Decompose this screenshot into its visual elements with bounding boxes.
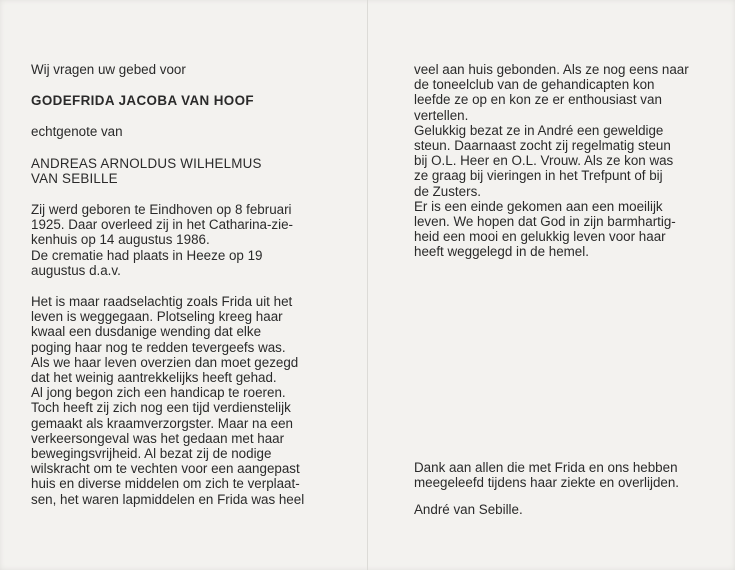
deceased-name: GODEFRIDA JACOBA VAN HOOF — [31, 93, 255, 109]
signature: André van Sebille. — [414, 502, 523, 518]
right-column — [414, 62, 704, 260]
closing-block — [414, 460, 714, 518]
life-story-paragraph: Het is maar raadselachtig zoals Frida uit het leven is weggegaan. Plotseling kreeg haar kwaal een dusdanige wending dat elke poging haar nog te redden tevergeefs was. Als we haar leven overzien dan moet gezegd dat het weinig aantrekkelijks heeft gehad. Al jong begon zich een handicap te roeren. Toch heeft zij zich nog een tijd verdienstelijk gemaakt als kraamverzorgster. Maar na een verkeersongeval was het gedaan met haar bewegingsvrijheid. Al bezat zij de nodige wilskracht om te vechten voor een aangepast huis en diverse middelen om zich te verplaat- sen, het waren lapmiddelen en Frida was heel — [31, 294, 305, 507]
spouse-intro: echtgenote van — [31, 124, 123, 140]
birth-death-paragraph: Zij werd geboren te Eindhoven op 8 februari 1925. Daar overleed zij in het Catharina-zie- kenhuis op 14 augustus 1986. De crematie had plaats in Heeze op 19 augustus d.a.v. — [31, 202, 294, 278]
thanks-paragraph: Dank aan allen die met Frida en ons hebben meegeleefd tijdens haar ziekte en overlijden. — [414, 460, 680, 491]
spouse-name: ANDREAS ARNOLDUS WILHELMUS VAN SEBILLE — [31, 155, 262, 186]
left-column — [31, 62, 338, 507]
life-story-continued: veel aan huis gebonden. Als ze nog eens naar de toneelclub van de gehandicapten kon leefde ze op en kon ze er enthousiast van vertellen. Gelukkig bezat ze in André een geweldige steun. Daarnaast zocht zij regelmatig steun bij O.L. Heer en O.L. Vrouw. Als ze kon was ze graag bij vieringen in het Trefpunt of bij de Zusters. Er is een einde gekomen aan een moeilijk leven. We hopen dat God in zijn barmhartig- heid een mooi en gelukkig leven voor haar heeft weggelegd in de hemel. — [414, 62, 689, 260]
prayer-intro: Wij vragen uw gebed voor — [31, 62, 186, 77]
fold-line — [367, 0, 368, 570]
